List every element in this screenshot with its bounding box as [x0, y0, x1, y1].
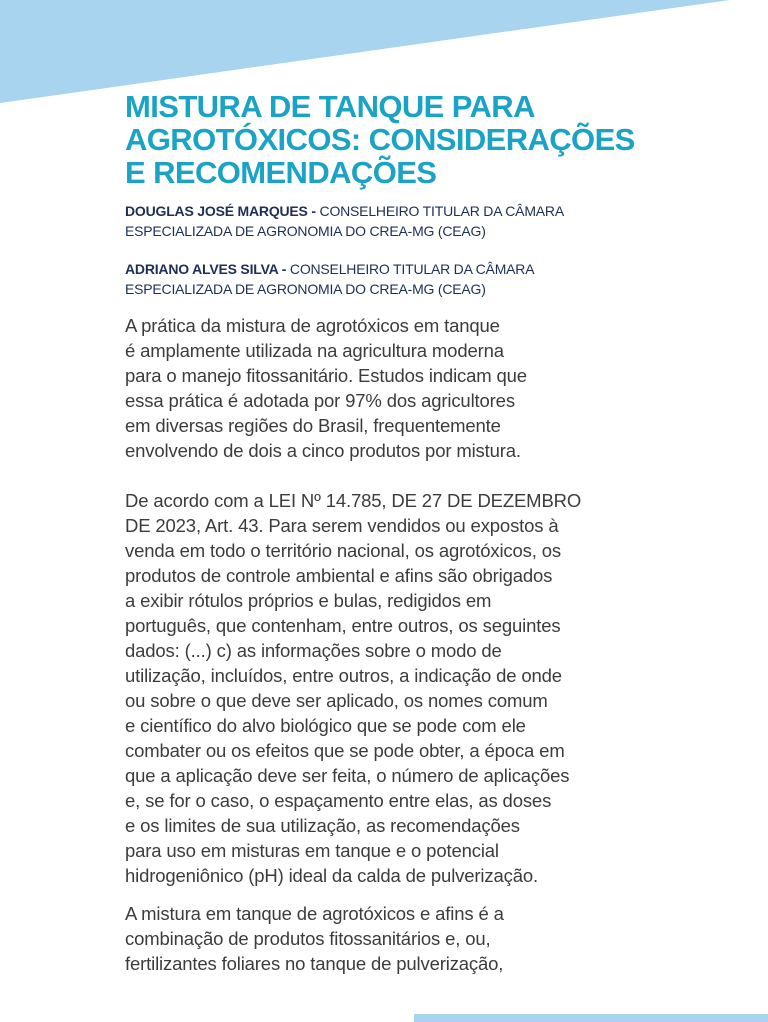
title-line: MISTURA DE TANQUE PARA	[125, 89, 535, 124]
paragraph-line: venda em todo o território nacional, os agrotóxicos, os	[125, 540, 561, 561]
paragraph-line: português, que contenham, entre outros, os seguintes	[125, 615, 561, 636]
paragraph-line: essa prática é adotada por 97% dos agricultores	[125, 390, 515, 411]
paragraph-line: em diversas regiões do Brasil, frequentemente	[125, 415, 501, 436]
author-name: ADRIANO ALVES SILVA -	[125, 261, 287, 277]
paragraph-line: utilização, incluídos, entre outros, a indicação de onde	[125, 665, 562, 686]
paragraph-line: e científico do alvo biológico que se pode com ele	[125, 715, 526, 736]
body-paragraph	[125, 488, 655, 888]
paragraph-line: A prática da mistura de agrotóxicos em tanque	[125, 315, 500, 336]
paragraph-line: e, se for o caso, o espaçamento entre elas, as doses	[125, 790, 552, 811]
paragraph-line: produtos de controle ambiental e afins são obrigados	[125, 565, 553, 586]
author-credit	[125, 259, 655, 299]
author-name: DOUGLAS JOSÉ MARQUES -	[125, 203, 316, 219]
author-credit-line	[125, 201, 655, 221]
paragraph-line: para uso em misturas em tanque e o potencial	[125, 840, 499, 861]
paragraph-line: envolvendo de dois a cinco produtos por mistura.	[125, 440, 521, 461]
paragraph-line: a exibir rótulos próprios e bulas, redigidos em	[125, 590, 492, 611]
paragraph-line: De acordo com a LEI Nº 14.785, DE 27 DE DEZEMBRO	[125, 490, 582, 511]
author-role: CONSELHEIRO TITULAR DA CÂMARA	[286, 261, 535, 277]
author-role: ESPECIALIZADA DE AGRONOMIA DO CREA-MG (CEAG)	[125, 223, 486, 239]
paragraph-line: DE 2023, Art. 43. Para serem vendidos ou expostos à	[125, 515, 559, 536]
paragraph-line: fertilizantes foliares no tanque de pulverização,	[125, 953, 504, 974]
bottom-accent-bar	[414, 1014, 768, 1022]
title-line: E RECOMENDAÇÕES	[125, 155, 437, 190]
title-line: AGROTÓXICOS: CONSIDERAÇÕES	[125, 122, 635, 157]
article-title	[125, 90, 655, 189]
paragraph-line: combinação de produtos fitossanitários e, ou,	[125, 928, 491, 949]
paragraph-line: A mistura em tanque de agrotóxicos e afins é a	[125, 903, 504, 924]
paragraph-line: que a aplicação deve ser feita, o número de aplicações	[125, 765, 570, 786]
article	[125, 90, 655, 976]
author-credit	[125, 201, 655, 241]
paragraph-line: ou sobre o que deve ser aplicado, os nomes comum	[125, 690, 548, 711]
paragraph-line: é amplamente utilizada na agricultura moderna	[125, 340, 504, 361]
paragraph-line: e os limites de sua utilização, as recomendações	[125, 815, 520, 836]
body-paragraph	[125, 313, 655, 463]
paragraph-line: para o manejo fitossanitário. Estudos indicam que	[125, 365, 527, 386]
paragraph-line: combater ou os efeitos que se pode obter, a época em	[125, 740, 565, 761]
paragraph-line: hidrogeniônico (pH) ideal da calda de pulverização.	[125, 865, 538, 886]
author-credit-line	[125, 259, 655, 279]
author-role: ESPECIALIZADA DE AGRONOMIA DO CREA-MG (CEAG)	[125, 281, 486, 297]
body-paragraph	[125, 901, 655, 976]
paragraph-line: dados: (...) c) as informações sobre o modo de	[125, 640, 502, 661]
author-role: CONSELHEIRO TITULAR DA CÂMARA	[315, 203, 564, 219]
